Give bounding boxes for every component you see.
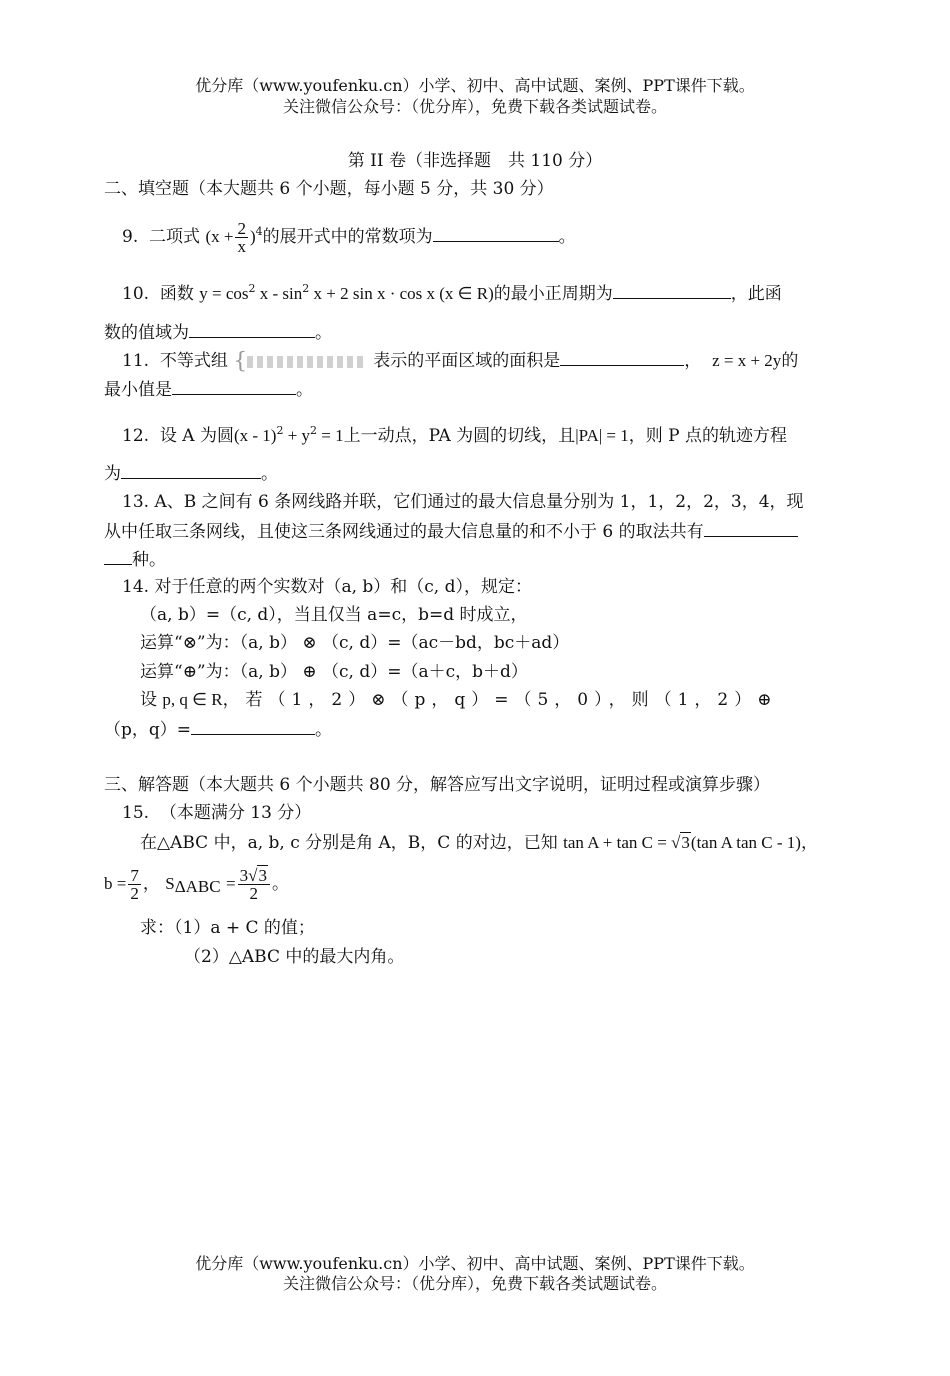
expr: (x - 1) — [233, 426, 277, 445]
question-14-line-5 — [140, 689, 862, 711]
answer-blank[interactable] — [560, 349, 684, 366]
numerator: 2 — [237, 219, 246, 238]
expr: z = x + 2y — [712, 351, 782, 370]
expr: tan A + tan C = — [563, 833, 672, 852]
question-12-cont — [104, 462, 278, 485]
question-text: ，此函 — [730, 284, 782, 304]
question-text: 种。 — [132, 550, 166, 570]
expr: x + 2 sin x · cos x (x ∈ R) — [309, 284, 494, 303]
area-symbol: S — [165, 874, 175, 893]
fraction — [235, 220, 248, 255]
question-text: 的 — [781, 351, 799, 371]
denominator: 2 — [130, 884, 139, 903]
question-15-ask-1: 求：（1）a + C 的值； — [140, 918, 315, 938]
question-text: 最小值是 — [104, 380, 172, 400]
question-text: ，则 P 点的轨迹方程 — [628, 426, 788, 446]
question-text: 从中任取三条网线，且使这三条网线通过的最大信息量的和不小于 6 的取法共有 — [104, 522, 704, 542]
denominator: 2 — [249, 884, 259, 903]
blurred-formula — [247, 356, 367, 368]
expr: ) — [249, 227, 256, 246]
punct: ， — [142, 874, 160, 894]
question-15-line-2 — [104, 864, 289, 907]
expr: (tan A tan C - 1) — [690, 833, 801, 852]
question-10-cont — [104, 321, 332, 344]
exponent: 2 — [248, 282, 256, 295]
question-14-line-6 — [104, 718, 332, 741]
punct: 。 — [558, 227, 576, 247]
question-text: 为 — [104, 464, 121, 484]
expr: + y — [283, 426, 311, 445]
sqrt-sign: √ — [248, 866, 258, 885]
section-heading-fill-blank: 二、填空题（本大题共 6 个小题，每小题 5 分，共 30 分） — [104, 179, 554, 199]
inequality-system-image — [233, 348, 373, 374]
expr: = — [226, 874, 236, 893]
expr: (x + — [205, 227, 234, 246]
punct: ， — [800, 833, 818, 853]
numerator — [238, 867, 270, 885]
footer-line-2: 关注微信公众号：（优分库），免费下载各类试题试卷。 — [282, 1274, 667, 1293]
section-title: 第 II 卷（非选择题 共 110 分） — [347, 151, 603, 171]
question-14-line-2: （a, b）=（c, d），当且仅当 a=c，b=d 时成立， — [140, 605, 528, 625]
answer-blank[interactable] — [189, 321, 315, 338]
question-9 — [122, 220, 576, 255]
question-text: 二项式 — [149, 227, 201, 247]
footer-line-1: 优分库（www.youfenku.cn）小学、初中、高中试题、案例、PPT课件下载。 — [195, 1254, 755, 1273]
expr: b = — [104, 874, 127, 893]
question-text: 设 A 为圆 — [159, 426, 234, 446]
question-14-line-3: 运算“⊗”为：（a, b） ⊗ （c, d）=（ac－bd，bc＋ad） — [140, 633, 570, 653]
question-number: 15. — [122, 803, 150, 823]
question-14-line-1: 14. 对于任意的两个实数对（a, b）和（c, d），规定： — [122, 577, 532, 597]
expr: p, q ∈ R — [162, 690, 223, 709]
numerator: 7 — [130, 866, 139, 885]
fraction — [238, 867, 270, 902]
question-text: （p，q）= — [104, 720, 192, 740]
exponent: 2 — [302, 282, 310, 295]
expr: y = cos — [199, 284, 249, 303]
question-number: 12. — [122, 426, 150, 446]
section-heading-solve: 三、解答题（本大题共 6 个小题共 80 分，解答应写出文字说明，证明过程或演算步骤） — [104, 775, 771, 795]
header-line-1: 优分库（www.youfenku.cn）小学、初中、高中试题、案例、PPT课件下载。 — [195, 76, 755, 95]
answer-blank[interactable] — [704, 520, 798, 537]
expr: x - sin — [255, 284, 303, 303]
question-12 — [122, 420, 787, 447]
punct: 。 — [315, 323, 332, 343]
punct: 。 — [315, 720, 333, 740]
expr: |PA| = 1 — [575, 426, 629, 445]
question-10 — [122, 278, 782, 305]
question-text: 表示的平面区域的面积是 — [373, 351, 561, 371]
header-line-2: 关注微信公众号：（优分库），免费下载各类试题试卷。 — [282, 97, 667, 116]
exponent: 2 — [276, 424, 284, 437]
question-text: 不等式组 — [159, 351, 228, 371]
brace-icon: { — [233, 348, 248, 374]
punct: 。 — [296, 380, 313, 400]
denominator: x — [237, 237, 246, 256]
question-13-line-3 — [104, 548, 166, 571]
punct: ， — [684, 351, 702, 371]
question-number: 10. — [122, 284, 150, 304]
question-text: 上一动点，PA 为圆的切线，且 — [343, 426, 576, 446]
question-11 — [122, 349, 798, 373]
fraction — [128, 867, 141, 902]
coefficient: 3 — [239, 866, 249, 885]
question-text: 设 — [140, 690, 157, 710]
question-13-line-2 — [104, 520, 798, 543]
question-text: 的展开式中的常数项为 — [262, 227, 433, 247]
question-number: 9. — [122, 227, 139, 247]
subscript: ΔABC — [174, 877, 221, 896]
answer-blank[interactable] — [104, 548, 132, 565]
answer-blank[interactable] — [433, 225, 559, 242]
exponent: 2 — [310, 424, 318, 437]
punct: 。 — [261, 464, 278, 484]
radicand: 3 — [258, 866, 267, 885]
punct: 。 — [271, 874, 289, 894]
question-text: ，若（1，2）⊗（p，q）=（5，0），则（1，2）⊕ — [222, 690, 778, 710]
expr: = 1 — [317, 426, 344, 445]
answer-blank[interactable] — [613, 282, 731, 299]
question-number: 11. — [122, 351, 150, 371]
question-text: 的最小正周期为 — [493, 284, 613, 304]
question-text: 在△ABC 中，a, b, c 分别是角 A，B，C 的对边，已知 — [140, 833, 558, 853]
question-14-line-4: 运算“⊕”为：（a, b） ⊕ （c, d）=（a＋c，b＋d） — [140, 662, 528, 682]
question-text: 函数 — [159, 284, 194, 304]
answer-blank[interactable] — [191, 718, 315, 735]
question-score: （本题满分 13 分） — [159, 803, 312, 823]
question-11-cont — [104, 378, 313, 401]
question-15-ask-2: （2）△ABC 中的最大内角。 — [184, 947, 405, 967]
answer-blank[interactable] — [172, 378, 296, 395]
radicand: 3 — [681, 833, 690, 852]
question-13-line-1: 13. A、B 之间有 6 条网线路并联，它们通过的最大信息量分别为 1，1，2，2，3，4，现 — [122, 492, 804, 512]
question-text: 数的值域为 — [104, 323, 189, 343]
question-15-header — [122, 802, 311, 824]
question-15-line-1 — [140, 832, 818, 854]
sqrt-sign: √ — [671, 833, 681, 852]
exponent: 4 — [255, 225, 263, 238]
answer-blank[interactable] — [121, 462, 261, 479]
